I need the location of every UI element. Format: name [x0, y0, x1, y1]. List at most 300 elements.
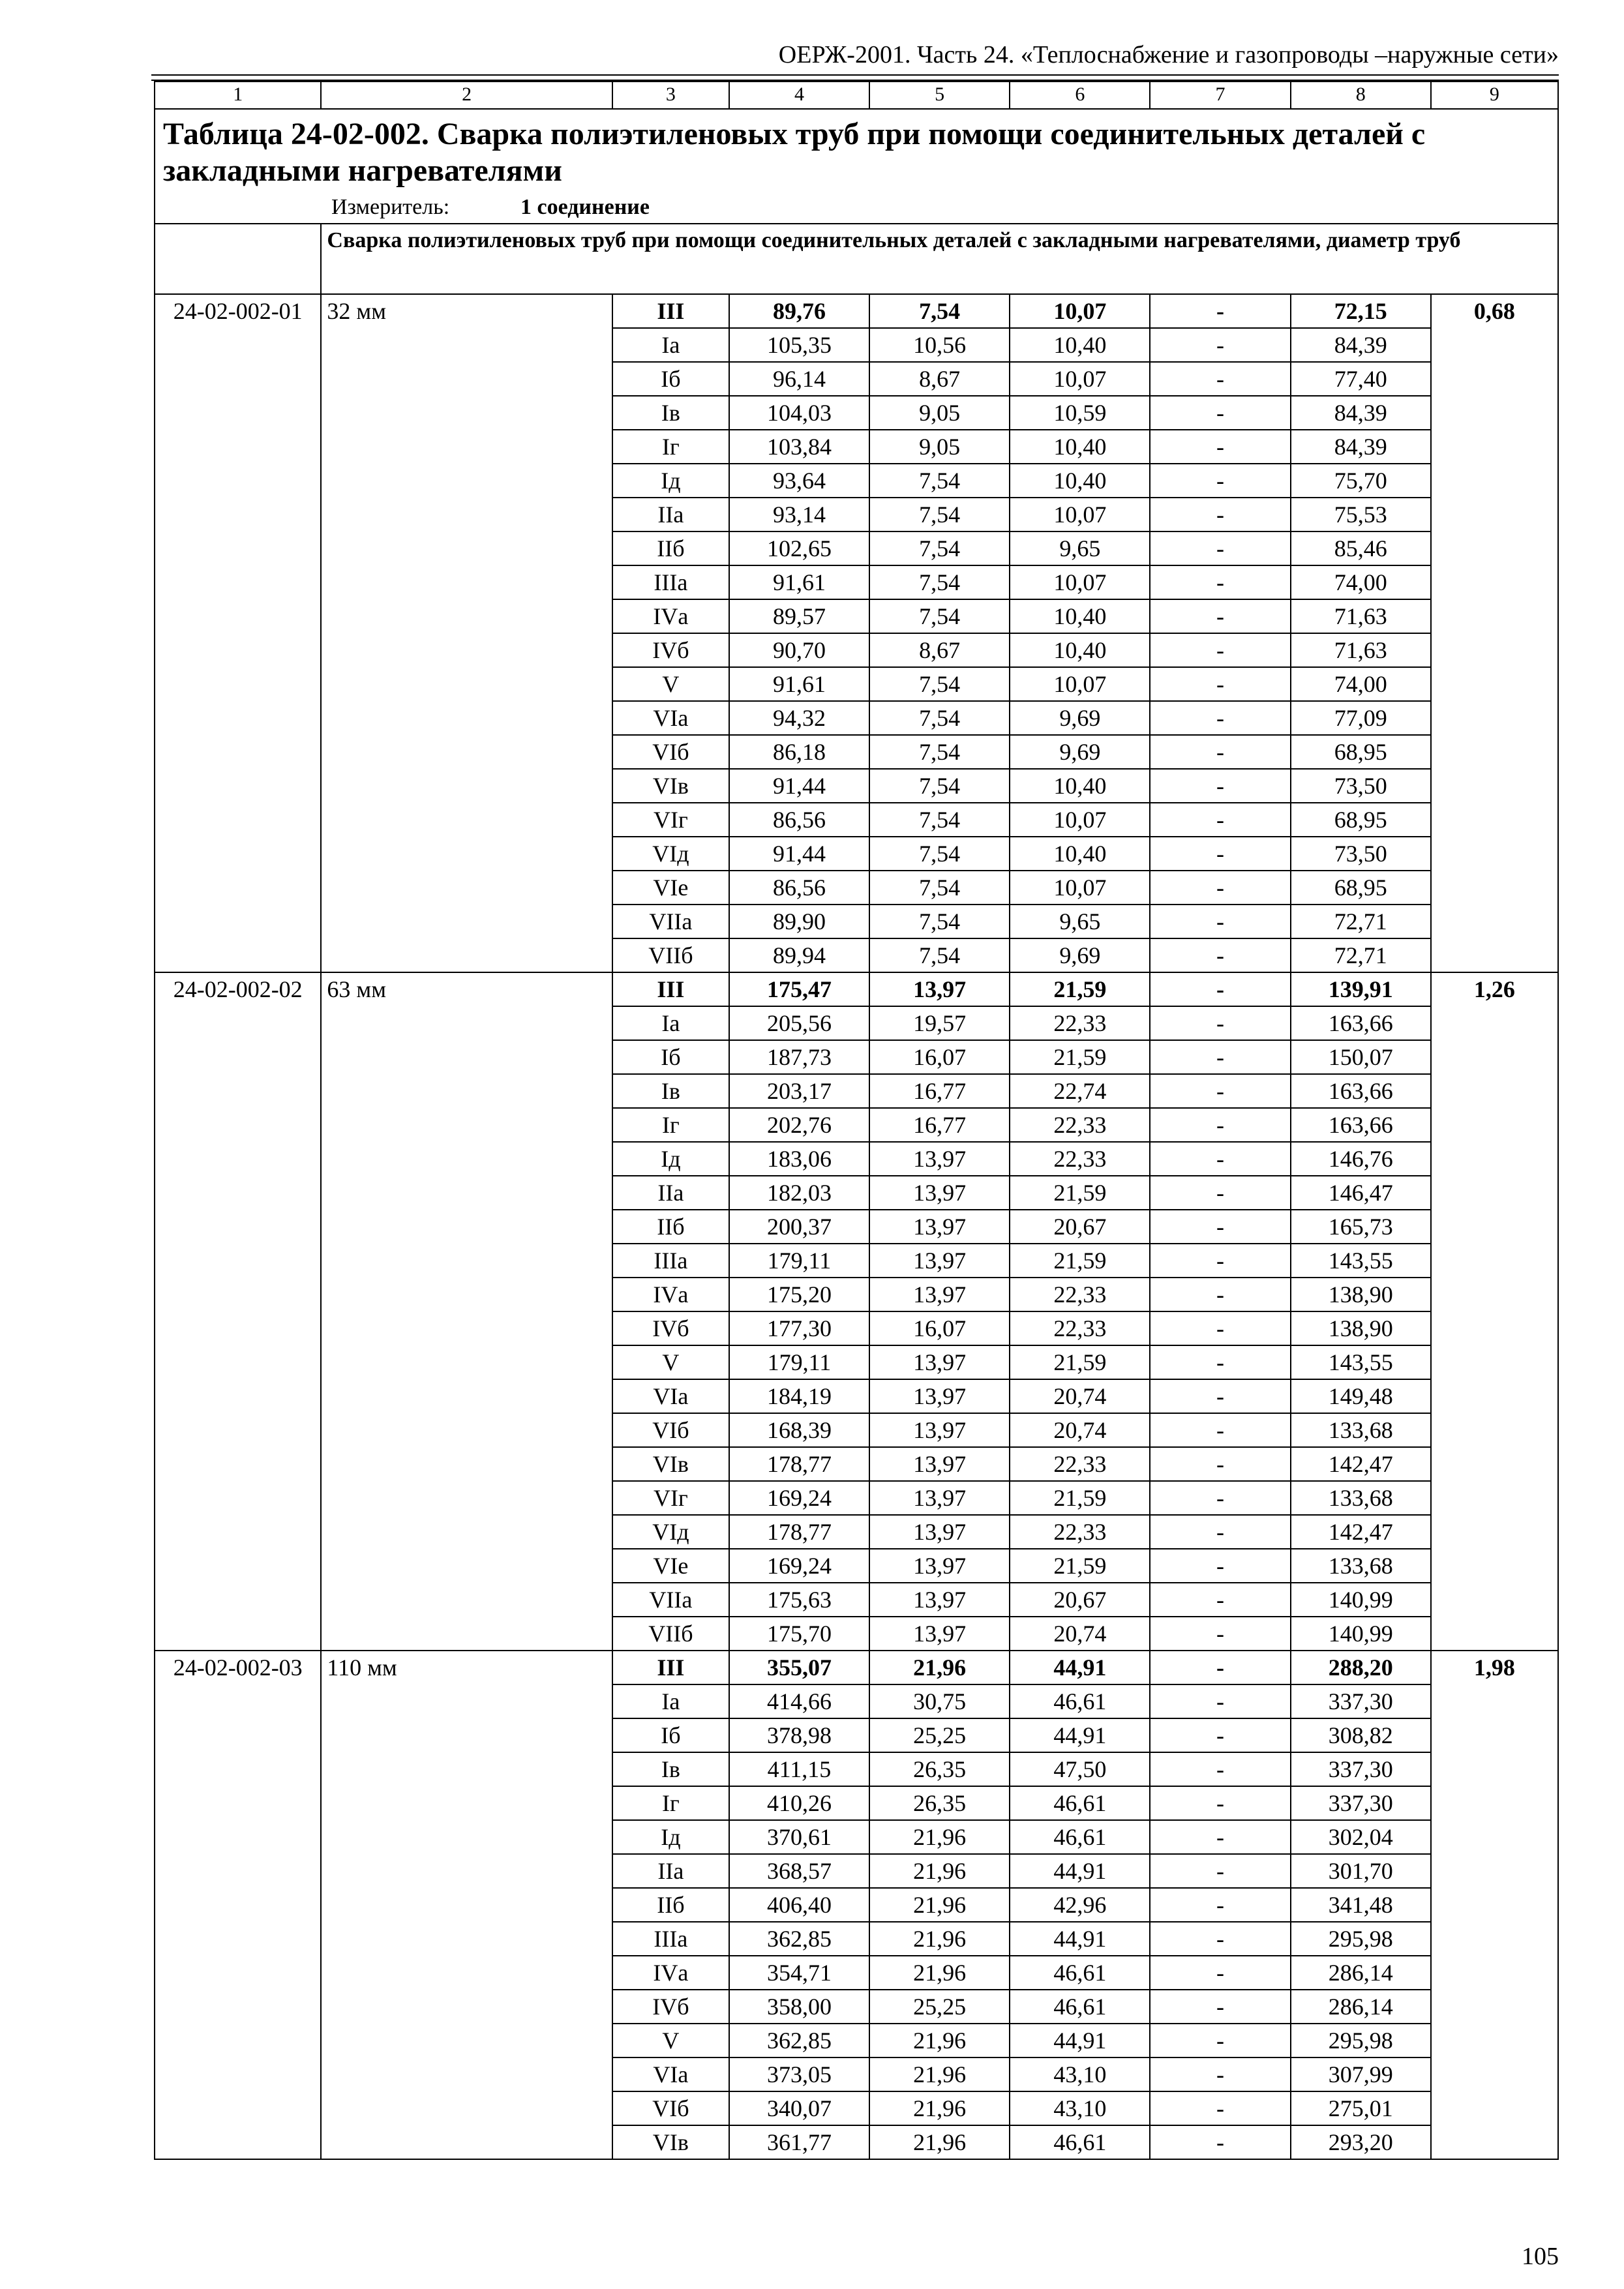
materials-cost: 337,30	[1291, 1752, 1431, 1786]
zone: VIд	[612, 1515, 729, 1549]
total-cost: 203,17	[729, 1074, 869, 1108]
materials-cost: 73,50	[1291, 769, 1431, 803]
materials-cost: 337,30	[1291, 1786, 1431, 1820]
total-cost: 179,11	[729, 1244, 869, 1278]
column-number: 6	[1010, 82, 1150, 109]
total-cost: 373,05	[729, 2057, 869, 2091]
materials-cost: 75,53	[1291, 498, 1431, 531]
pipe-diameter: 63 мм	[321, 972, 612, 1651]
zone: III	[612, 294, 729, 328]
machine-cost: 21,59	[1010, 1549, 1150, 1583]
labor-cost: 13,97	[869, 972, 1010, 1006]
machine-cost: 10,07	[1010, 667, 1150, 701]
machinist-wage: -	[1150, 905, 1290, 938]
machinist-wage: -	[1150, 1854, 1290, 1888]
machine-cost: 44,91	[1010, 1718, 1150, 1752]
machine-cost: 10,40	[1010, 599, 1150, 633]
labor-cost: 9,05	[869, 396, 1010, 430]
materials-cost: 142,47	[1291, 1447, 1431, 1481]
materials-cost: 133,68	[1291, 1549, 1431, 1583]
materials-cost: 138,90	[1291, 1311, 1431, 1345]
zone: VIIб	[612, 1617, 729, 1651]
machinist-wage: -	[1150, 1142, 1290, 1176]
total-cost: 362,85	[729, 1922, 869, 1956]
labor-cost: 21,96	[869, 1888, 1010, 1922]
materials-cost: 71,63	[1291, 633, 1431, 667]
zone: VIIа	[612, 1583, 729, 1617]
measure-value: 1 соединение	[520, 195, 650, 219]
total-cost: 340,07	[729, 2091, 869, 2125]
pipe-diameter: 110 мм	[321, 1651, 612, 2159]
zone: Iд	[612, 1142, 729, 1176]
machine-cost: 47,50	[1010, 1752, 1150, 1786]
labor-cost: 30,75	[869, 1684, 1010, 1718]
zone: Iд	[612, 1820, 729, 1854]
machine-cost: 21,59	[1010, 1345, 1150, 1379]
machine-cost: 43,10	[1010, 2091, 1150, 2125]
total-cost: 86,56	[729, 871, 869, 905]
machine-cost: 10,07	[1010, 871, 1150, 905]
materials-cost: 286,14	[1291, 1990, 1431, 2024]
machinist-wage: -	[1150, 1752, 1290, 1786]
materials-cost: 84,39	[1291, 430, 1431, 464]
labor-cost: 16,07	[869, 1040, 1010, 1074]
zone: Iб	[612, 1718, 729, 1752]
zone: VIе	[612, 1549, 729, 1583]
norms-table	[154, 81, 1559, 2160]
total-cost: 406,40	[729, 1888, 869, 1922]
zone: Iб	[612, 362, 729, 396]
machine-cost: 46,61	[1010, 2125, 1150, 2159]
materials-cost: 75,70	[1291, 464, 1431, 498]
materials-cost: 140,99	[1291, 1617, 1431, 1651]
running-header: ОЕРЖ-2001. Часть 24. «Теплоснабжение и газопроводы –наружные сети»	[778, 41, 1559, 68]
machinist-wage: -	[1150, 1176, 1290, 1210]
total-cost: 96,14	[729, 362, 869, 396]
labor-cost: 13,97	[869, 1379, 1010, 1413]
machinist-wage: -	[1150, 1345, 1290, 1379]
machine-cost: 10,07	[1010, 803, 1150, 837]
total-cost: 205,56	[729, 1006, 869, 1040]
materials-cost: 275,01	[1291, 2091, 1431, 2125]
materials-cost: 85,46	[1291, 531, 1431, 565]
materials-cost: 288,20	[1291, 1651, 1431, 1684]
materials-cost: 163,66	[1291, 1006, 1431, 1040]
labor-cost: 7,54	[869, 565, 1010, 599]
machine-cost: 10,07	[1010, 565, 1150, 599]
machinist-wage: -	[1150, 1990, 1290, 2024]
machine-cost: 22,33	[1010, 1515, 1150, 1549]
machinist-wage: -	[1150, 1786, 1290, 1820]
total-cost: 102,65	[729, 531, 869, 565]
labor-cost: 21,96	[869, 1922, 1010, 1956]
machinist-wage: -	[1150, 1006, 1290, 1040]
total-cost: 103,84	[729, 430, 869, 464]
zone: Iд	[612, 464, 729, 498]
materials-cost: 337,30	[1291, 1684, 1431, 1718]
machinist-wage: -	[1150, 396, 1290, 430]
labor-cost: 25,25	[869, 1990, 1010, 2024]
labor-cost: 9,05	[869, 430, 1010, 464]
machinist-wage: -	[1150, 837, 1290, 871]
materials-cost: 146,47	[1291, 1176, 1431, 1210]
machine-cost: 10,40	[1010, 837, 1150, 871]
materials-cost: 74,00	[1291, 667, 1431, 701]
total-cost: 169,24	[729, 1549, 869, 1583]
total-cost: 175,63	[729, 1583, 869, 1617]
zone: IIб	[612, 1888, 729, 1922]
zone: Iа	[612, 1684, 729, 1718]
total-cost: 91,44	[729, 837, 869, 871]
materials-cost: 140,99	[1291, 1583, 1431, 1617]
total-cost: 93,14	[729, 498, 869, 531]
total-cost: 183,06	[729, 1142, 869, 1176]
zone: IVа	[612, 1956, 729, 1990]
zone: VIIб	[612, 938, 729, 972]
total-cost: 368,57	[729, 1854, 869, 1888]
machinist-wage: -	[1150, 1278, 1290, 1311]
zone: VIв	[612, 2125, 729, 2159]
machinist-wage: -	[1150, 1074, 1290, 1108]
machinist-wage: -	[1150, 464, 1290, 498]
zone: IIа	[612, 498, 729, 531]
machine-cost: 10,07	[1010, 294, 1150, 328]
machinist-wage: -	[1150, 1413, 1290, 1447]
machinist-wage: -	[1150, 1481, 1290, 1515]
total-cost: 89,76	[729, 294, 869, 328]
materials-cost: 143,55	[1291, 1345, 1431, 1379]
machinist-wage: -	[1150, 1108, 1290, 1142]
column-number: 3	[612, 82, 729, 109]
labor-norm: 1,98	[1431, 1651, 1558, 2159]
total-cost: 175,70	[729, 1617, 869, 1651]
table-title: Таблица 24-02-002. Сварка полиэтиленовых труб при помощи соединительных деталей с закладными нагревателями	[163, 117, 1426, 188]
materials-cost: 72,71	[1291, 905, 1431, 938]
machinist-wage: -	[1150, 1617, 1290, 1651]
machine-cost: 22,33	[1010, 1278, 1150, 1311]
total-cost: 358,00	[729, 1990, 869, 2024]
total-cost: 89,94	[729, 938, 869, 972]
machinist-wage: -	[1150, 803, 1290, 837]
machine-cost: 46,61	[1010, 1820, 1150, 1854]
materials-cost: 138,90	[1291, 1278, 1431, 1311]
machinist-wage: -	[1150, 938, 1290, 972]
machine-cost: 10,07	[1010, 498, 1150, 531]
zone: VIа	[612, 701, 729, 735]
machinist-wage: -	[1150, 1379, 1290, 1413]
total-cost: 362,85	[729, 2024, 869, 2057]
labor-cost: 13,97	[869, 1345, 1010, 1379]
machinist-wage: -	[1150, 599, 1290, 633]
labor-cost: 8,67	[869, 362, 1010, 396]
norm-code: 24-02-002-03	[155, 1651, 321, 2159]
labor-cost: 16,77	[869, 1074, 1010, 1108]
materials-cost: 68,95	[1291, 735, 1431, 769]
zone: V	[612, 2024, 729, 2057]
labor-cost: 10,56	[869, 328, 1010, 362]
machinist-wage: -	[1150, 328, 1290, 362]
zone: IVб	[612, 1311, 729, 1345]
machine-cost: 20,74	[1010, 1379, 1150, 1413]
machinist-wage: -	[1150, 2024, 1290, 2057]
materials-cost: 73,50	[1291, 837, 1431, 871]
column-number: 9	[1431, 82, 1558, 109]
labor-cost: 7,54	[869, 498, 1010, 531]
materials-cost: 142,47	[1291, 1515, 1431, 1549]
machinist-wage: -	[1150, 1515, 1290, 1549]
machinist-wage: -	[1150, 1447, 1290, 1481]
materials-cost: 293,20	[1291, 2125, 1431, 2159]
machine-cost: 9,69	[1010, 735, 1150, 769]
materials-cost: 139,91	[1291, 972, 1431, 1006]
total-cost: 94,32	[729, 701, 869, 735]
machine-cost: 21,59	[1010, 1244, 1150, 1278]
materials-cost: 302,04	[1291, 1820, 1431, 1854]
zone: IIIа	[612, 565, 729, 599]
materials-cost: 72,15	[1291, 294, 1431, 328]
total-cost: 414,66	[729, 1684, 869, 1718]
total-cost: 93,64	[729, 464, 869, 498]
machine-cost: 22,33	[1010, 1447, 1150, 1481]
column-number: 2	[321, 82, 612, 109]
labor-cost: 16,77	[869, 1108, 1010, 1142]
materials-cost: 71,63	[1291, 599, 1431, 633]
zone: V	[612, 1345, 729, 1379]
machine-cost: 21,59	[1010, 1040, 1150, 1074]
zone: VIд	[612, 837, 729, 871]
zone: Iб	[612, 1040, 729, 1074]
materials-cost: 143,55	[1291, 1244, 1431, 1278]
zone: Iв	[612, 1074, 729, 1108]
machine-cost: 42,96	[1010, 1888, 1150, 1922]
materials-cost: 165,73	[1291, 1210, 1431, 1244]
table-title-row	[155, 109, 1558, 224]
machinist-wage: -	[1150, 2057, 1290, 2091]
machinist-wage: -	[1150, 2091, 1290, 2125]
total-cost: 355,07	[729, 1651, 869, 1684]
total-cost: 86,18	[729, 735, 869, 769]
machine-cost: 21,59	[1010, 1176, 1150, 1210]
total-cost: 91,44	[729, 769, 869, 803]
materials-cost: 295,98	[1291, 1922, 1431, 1956]
column-number: 8	[1291, 82, 1431, 109]
total-cost: 200,37	[729, 1210, 869, 1244]
zone: VIг	[612, 1481, 729, 1515]
labor-cost: 13,97	[869, 1583, 1010, 1617]
table-title-cell	[155, 109, 1558, 224]
materials-cost: 149,48	[1291, 1379, 1431, 1413]
machine-cost: 9,69	[1010, 938, 1150, 972]
labor-cost: 25,25	[869, 1718, 1010, 1752]
materials-cost: 68,95	[1291, 871, 1431, 905]
machine-cost: 20,67	[1010, 1210, 1150, 1244]
machine-cost: 44,91	[1010, 1922, 1150, 1956]
pipe-diameter: 32 мм	[321, 294, 612, 972]
machinist-wage: -	[1150, 531, 1290, 565]
total-cost: 361,77	[729, 2125, 869, 2159]
machine-cost: 22,33	[1010, 1142, 1150, 1176]
total-cost: 378,98	[729, 1718, 869, 1752]
total-cost: 354,71	[729, 1956, 869, 1990]
total-cost: 184,19	[729, 1379, 869, 1413]
machinist-wage: -	[1150, 1040, 1290, 1074]
zone: VIб	[612, 735, 729, 769]
machinist-wage: -	[1150, 1820, 1290, 1854]
materials-cost: 72,71	[1291, 938, 1431, 972]
materials-cost: 150,07	[1291, 1040, 1431, 1074]
machine-cost: 9,69	[1010, 701, 1150, 735]
labor-cost: 13,97	[869, 1481, 1010, 1515]
machine-cost: 43,10	[1010, 2057, 1150, 2091]
labor-cost: 7,54	[869, 871, 1010, 905]
total-cost: 105,35	[729, 328, 869, 362]
labor-cost: 7,54	[869, 599, 1010, 633]
zone: IVб	[612, 633, 729, 667]
labor-cost: 8,67	[869, 633, 1010, 667]
machine-cost: 21,59	[1010, 972, 1150, 1006]
machinist-wage: -	[1150, 565, 1290, 599]
table-row	[155, 1651, 1558, 1684]
norm-code: 24-02-002-02	[155, 972, 321, 1651]
labor-cost: 13,97	[869, 1244, 1010, 1278]
table-row	[155, 294, 1558, 328]
norm-code: 24-02-002-01	[155, 294, 321, 972]
labor-cost: 19,57	[869, 1006, 1010, 1040]
section-description: Сварка полиэтиленовых труб при помощи соединительных деталей с закладными нагревателями, диаметр труб	[321, 224, 1558, 294]
machine-cost: 20,67	[1010, 1583, 1150, 1617]
zone: VIг	[612, 803, 729, 837]
machinist-wage: -	[1150, 972, 1290, 1006]
machine-cost: 46,61	[1010, 1786, 1150, 1820]
materials-cost: 341,48	[1291, 1888, 1431, 1922]
labor-cost: 16,07	[869, 1311, 1010, 1345]
machinist-wage: -	[1150, 1210, 1290, 1244]
machinist-wage: -	[1150, 1718, 1290, 1752]
zone: VIб	[612, 1413, 729, 1447]
labor-cost: 26,35	[869, 1752, 1010, 1786]
total-cost: 178,77	[729, 1515, 869, 1549]
zone: V	[612, 667, 729, 701]
labor-cost: 7,54	[869, 735, 1010, 769]
machinist-wage: -	[1150, 1956, 1290, 1990]
materials-cost: 77,09	[1291, 701, 1431, 735]
machinist-wage: -	[1150, 769, 1290, 803]
total-cost: 370,61	[729, 1820, 869, 1854]
labor-cost: 13,97	[869, 1617, 1010, 1651]
machinist-wage: -	[1150, 1888, 1290, 1922]
machinist-wage: -	[1150, 735, 1290, 769]
machine-cost: 10,07	[1010, 362, 1150, 396]
machine-cost: 46,61	[1010, 1684, 1150, 1718]
total-cost: 90,70	[729, 633, 869, 667]
machinist-wage: -	[1150, 430, 1290, 464]
column-number-row	[155, 82, 1558, 109]
zone: VIIа	[612, 905, 729, 938]
labor-cost: 7,54	[869, 531, 1010, 565]
column-number: 1	[155, 82, 321, 109]
column-number: 5	[869, 82, 1010, 109]
labor-cost: 7,54	[869, 769, 1010, 803]
zone: Iв	[612, 396, 729, 430]
labor-cost: 13,97	[869, 1278, 1010, 1311]
machine-cost: 9,65	[1010, 905, 1150, 938]
materials-cost: 307,99	[1291, 2057, 1431, 2091]
labor-cost: 21,96	[869, 1956, 1010, 1990]
zone: VIа	[612, 1379, 729, 1413]
machinist-wage: -	[1150, 667, 1290, 701]
labor-cost: 21,96	[869, 2091, 1010, 2125]
labor-cost: 21,96	[869, 2024, 1010, 2057]
section-description-row	[155, 224, 1558, 294]
zone: Iг	[612, 430, 729, 464]
labor-cost: 26,35	[869, 1786, 1010, 1820]
total-cost: 168,39	[729, 1413, 869, 1447]
machinist-wage: -	[1150, 1684, 1290, 1718]
labor-cost: 13,97	[869, 1176, 1010, 1210]
zone: IVб	[612, 1990, 729, 2024]
machine-cost: 10,40	[1010, 328, 1150, 362]
materials-cost: 163,66	[1291, 1074, 1431, 1108]
labor-cost: 21,96	[869, 2057, 1010, 2091]
materials-cost: 133,68	[1291, 1413, 1431, 1447]
machine-cost: 22,33	[1010, 1108, 1150, 1142]
machinist-wage: -	[1150, 2125, 1290, 2159]
machine-cost: 44,91	[1010, 2024, 1150, 2057]
labor-cost: 7,54	[869, 667, 1010, 701]
labor-cost: 21,96	[869, 2125, 1010, 2159]
labor-cost: 13,97	[869, 1515, 1010, 1549]
zone: Iв	[612, 1752, 729, 1786]
machinist-wage: -	[1150, 1244, 1290, 1278]
total-cost: 187,73	[729, 1040, 869, 1074]
labor-cost: 13,97	[869, 1549, 1010, 1583]
machinist-wage: -	[1150, 294, 1290, 328]
machinist-wage: -	[1150, 633, 1290, 667]
materials-cost: 146,76	[1291, 1142, 1431, 1176]
zone: IVа	[612, 599, 729, 633]
machine-cost: 46,61	[1010, 1956, 1150, 1990]
machinist-wage: -	[1150, 1922, 1290, 1956]
machine-cost: 44,91	[1010, 1854, 1150, 1888]
materials-cost: 301,70	[1291, 1854, 1431, 1888]
zone: III	[612, 1651, 729, 1684]
total-cost: 182,03	[729, 1176, 869, 1210]
zone: Iа	[612, 1006, 729, 1040]
machine-cost: 22,33	[1010, 1311, 1150, 1345]
labor-cost: 7,54	[869, 803, 1010, 837]
zone: VIе	[612, 871, 729, 905]
machine-cost: 44,91	[1010, 1651, 1150, 1684]
materials-cost: 77,40	[1291, 362, 1431, 396]
empty-cell	[155, 224, 321, 294]
total-cost: 91,61	[729, 565, 869, 599]
labor-cost: 7,54	[869, 294, 1010, 328]
machinist-wage: -	[1150, 701, 1290, 735]
labor-cost: 7,54	[869, 464, 1010, 498]
materials-cost: 84,39	[1291, 396, 1431, 430]
machine-cost: 10,40	[1010, 464, 1150, 498]
total-cost: 410,26	[729, 1786, 869, 1820]
labor-cost: 13,97	[869, 1210, 1010, 1244]
materials-cost: 163,66	[1291, 1108, 1431, 1142]
total-cost: 169,24	[729, 1481, 869, 1515]
zone: III	[612, 972, 729, 1006]
measure-line	[331, 194, 1552, 220]
zone: Iа	[612, 328, 729, 362]
column-number: 7	[1150, 82, 1290, 109]
zone: IIа	[612, 1176, 729, 1210]
zone: VIв	[612, 769, 729, 803]
